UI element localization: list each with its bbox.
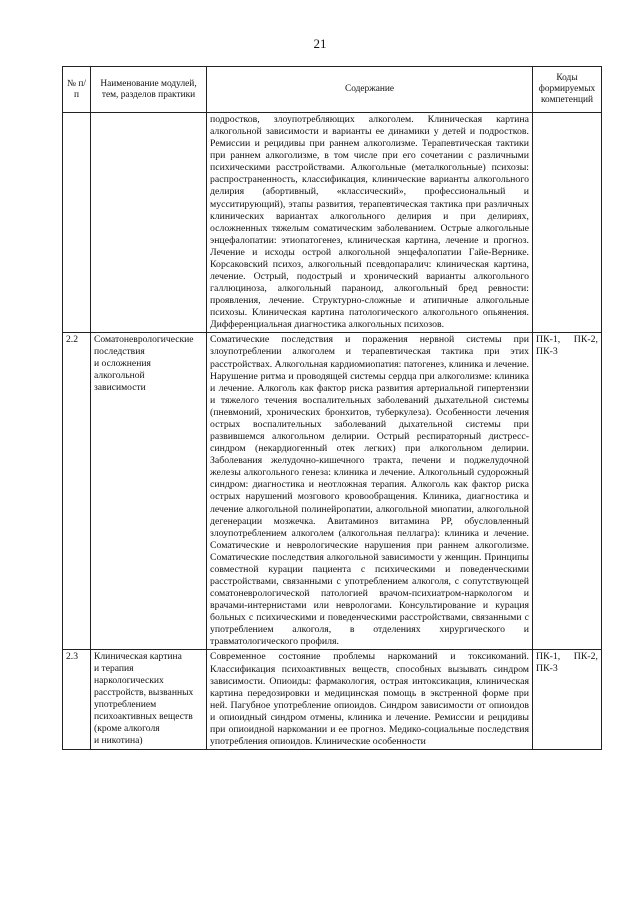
name-line: последствия [94,346,145,358]
row-codes: ПК-1, ПК-2, ПК-3 [533,650,602,750]
row-codes [533,113,602,333]
name-line: употреблением [94,699,157,711]
header-num: № п/п [63,67,91,113]
name-line: наркологических [94,675,164,687]
name-line: и никотина) [94,735,143,747]
table-row [63,333,602,650]
row-content [207,650,533,750]
header-codes: Коды формируемых компетенций [533,67,602,113]
content-text: Соматические последствия и поражения нервной системы при злоупотреблении алкоголем и терапевтическая тактика при этих расстройствах. Алкогольная кардиомиопатия: патогенез, клиника и лечение. Нарушение ритма и проводящей системы сердца при алкоголизме: клиника и лечение. Алкоголь как фактор риска развития артериальной гипертензии и тяжелого течения воспалительных заболеваний дыхательной системы (пневмоний, хронических бронхитов, туберкулеза). Особенности лечения острых воспалительных заболеваний дыхательной системы при развившемся алкогольном делирии. Острый респираторный дистресс-синдром (некардиогенный отек легких) при алкогольном делирии. Заболевания желудочно-кишечного тракта, печени и поджелудочной железы алкогольного генеза: клиника и лечение. Алкогольный судорожный синдром: диагностика и неотложная терапия. Алкоголь как фактор риска острых нарушений мозгового кровообращения. Клиника, диагностика и лечение алкогольной полинейропатии, алкогольной миопатии, алкогольной дегенерации мозжечка. Авитаминоз витамина РР, обусловленный злоупотреблением алкоголем (алкогольная пеллагра): клиника и лечение. Соматические и неврологические нарушения при раннем алкоголизме. Соматические последствия алкогольной зависимости у женщин. Принципы совместной курации пациента с психическими и поведенческими расстройствами, связанными с употреблением алкоголя, с сопутствующей соматоневрологической патологией врачом-психиатром-наркологом и врачами-интернистами или неврологами. Консультирование и курация больных с психическими и поведенческими расстройствами, связанными с употреблением алкоголя, в отделениях хирургического и травматологического профиля. [210,334,529,648]
name-line: и терапия [94,663,134,675]
row-content [207,333,533,650]
row-num: 2.2 [63,333,91,650]
row-num: 2.3 [63,650,91,750]
name-line: психоактивных веществ [94,711,193,723]
content-text: Современное состояние проблемы наркоманий и токсикоманий. Классификация психоактивных веществ, способных вызывать синдром зависимости. Опиоиды: фармакология, острая интоксикация, клиническая картина передозировки и медицинская помощь в экстренной форме при ней. Пагубное употребление опиоидов. Синдром зависимости от опиоидов и опиоидный синдром отмены, клиника и лечение. Ремиссии и рецидивы при опиоидной наркомании и ее прогноз. Медико-социальные последствия употребления опиоидов. Клинические особенности [210,651,529,747]
row-name [91,333,207,650]
table-header-row [63,67,602,113]
name-line: и осложнения [94,358,151,370]
name-line: (кроме алкоголя [94,723,160,735]
table-row [63,113,602,333]
program-table [62,66,602,750]
name-line: зависимости [94,382,146,394]
row-name [91,113,207,333]
row-codes: ПК-1, ПК-2, ПК-3 [533,333,602,650]
page-number: 21 [313,36,327,51]
header-name: Наименование модулей, тем, разделов практики [91,67,207,113]
name-line: Клиническая картина [94,651,182,663]
name-line: алкогольной [94,370,145,382]
content-text: подростков, злоупотребляющих алкоголем. Клиническая картина алкогольной зависимости и варианты ее динамики у детей и подростков. Ремиссии и рецидивы при раннем алкоголизме. Терапевтическая тактики при раннем алкоголизме, в том числе при его сочетании с различными психическими расстройствами. Алкогольные (металкогольные) психозы: распространенность, классификация, клинические варианты алкогольного делирия (абортивный, «классический», профессиональный и мусситирующий), этапы развития, терапевтическая тактика при различных клинических вариантах алкогольного делирия и при делириях, осложненных тяжелым соматическим заболеванием. Острые алкогольные энцефалопатии: этиопатогенез, клиническая картина, лечение и прогноз. Лечение и исходы острой алкогольной энцефалопатии Гайе-Вернике. Корсаковский психоз, алкогольный псевдопаралич: клиническая картина, лечение. Острый, подострый и хронический варианты алкогольного галлюциноза, алкогольный параноид, алкогольный бред ревности: проявления, лечение. Структурно-сложные и атипичные алкогольные психозы. Клиническая картина патологического алкогольного опьянения. Дифференциальная диагностика алкогольных психозов. [210,114,529,331]
row-content [207,113,533,333]
row-num [63,113,91,333]
name-line: расстройств, вызванных [94,687,194,699]
name-line: Соматоневрологические [94,334,194,346]
table-row [63,650,602,750]
row-name [91,650,207,750]
header-content: Содержание [207,67,533,113]
